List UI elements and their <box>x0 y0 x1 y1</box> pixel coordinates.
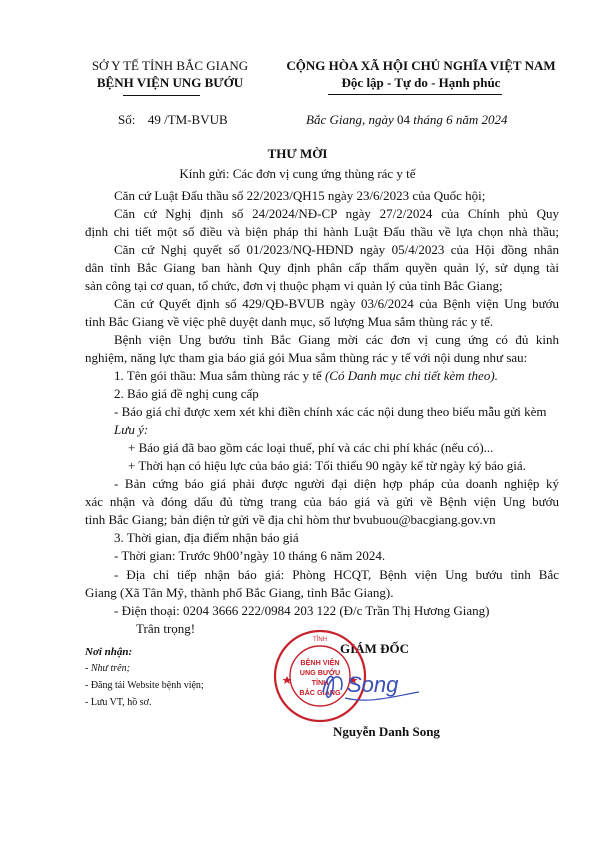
item-1 <box>114 367 498 385</box>
note-label: Lưu ý: <box>114 422 149 437</box>
recipient-item: - Lưu VT, hồ sơ. <box>85 697 152 708</box>
date-place: Bắc Giang, ngày <box>306 112 394 127</box>
signer-title: GIÁM ĐỐC <box>340 641 409 656</box>
paragraph-3a: Căn cứ Nghị quyết số 01/2023/NQ-HĐND ngày 05/4/2023 của Hội đồng nhân <box>114 242 559 257</box>
signature-stroke <box>323 676 342 697</box>
document-date <box>306 112 507 128</box>
nation-underline <box>328 94 502 95</box>
recipient-item: - Đăng tải Website bệnh viện; <box>85 680 204 691</box>
paragraph-1: Căn cứ Luật Đấu thầu số 22/2023/QH15 ngày 23/6/2023 của Quốc hội; <box>114 188 486 203</box>
note-2: + Thời hạn có hiệu lực của báo giá: Tối thiểu 90 ngày kể từ ngày ký báo giá. <box>128 458 526 473</box>
org-line2: BỆNH VIỆN UNG BƯỚU <box>96 75 244 90</box>
item-3: 3. Thời gian, địa điểm nhận báo giá <box>114 530 299 545</box>
item-2b-line3: tỉnh Bắc Giang; bản điện tử gửi về địa chỉ hòm thư bvubuou@bacgiang.gov.vn <box>85 512 496 527</box>
paragraph-4b: tỉnh Bắc Giang về việc phê duyệt danh mục, số lượng Mua sắm thùng rác y tế. <box>85 314 494 329</box>
signature-text: Song <box>347 672 399 697</box>
number-value: 49 <box>147 112 161 127</box>
item-2: 2. Báo giá đề nghị cung cấp <box>114 386 259 401</box>
paragraph-2a: Căn cứ Nghị định số 24/2024/NĐ-CP ngày 27/2/2024 của Chính phủ Quy <box>114 206 559 221</box>
signer-name: Nguyễn Danh Song <box>333 724 440 739</box>
stamp-line-3: TỈNH <box>311 678 329 687</box>
item-1-text: 1. Tên gói thầu: Mua sắm thùng rác y tế <box>114 368 322 383</box>
number-suffix: /TM-BVUB <box>164 112 228 127</box>
item-2a: - Báo giá chỉ được xem xét khi điền chính xác các nội dung theo biểu mẫu gửi kèm <box>114 404 547 419</box>
paragraph-5b: nghiệm, năng lực tham gia báo giá gói Mua sắm thùng rác y tế với nội dung như sau: <box>85 350 528 365</box>
stamp-line-1: BỆNH VIỆN <box>300 658 340 667</box>
item-3c: - Điện thoại: 0204 3666 222/0984 203 122 (Đ/c Trần Thị Hương Giang) <box>114 603 490 618</box>
number-label: Số: <box>118 112 136 127</box>
item-1-note: (Có Danh mục chi tiết kèm theo). <box>324 368 498 383</box>
org-underline <box>123 95 200 96</box>
stamp-line-2: UNG BƯỚU <box>299 668 341 677</box>
paragraph-4a: Căn cứ Quyết định số 429/QĐ-BVUB ngày 03/6/2024 của Bệnh viện Ung bướu <box>114 296 559 311</box>
date-rest: tháng 6 năm 2024 <box>413 112 508 127</box>
item-2b-line2: xác nhận và đóng dấu đủ từng trang của báo giá và gửi về Bệnh viện Ung bướu <box>85 494 559 509</box>
item-3a: - Thời gian: Trước 9h00’ngày 10 tháng 6 năm 2024. <box>114 548 386 563</box>
recipient-item: - Như trên; <box>85 663 130 674</box>
page-title: THƯ MỜI <box>267 146 328 161</box>
recipients-title: Nơi nhận: <box>85 646 133 658</box>
nation-line1: CỘNG HÒA XÃ HỘI CHỦ NGHĨA VIỆT NAM <box>286 58 556 73</box>
recipient-line: Kính gửi: Các đơn vị cung ứng thùng rác y tế <box>179 166 416 181</box>
stamp-line-4: BẮC GIANG <box>299 688 341 697</box>
org-line1: SỞ Y TẾ TỈNH BẮC GIANG <box>91 58 249 73</box>
nation-line2: Độc lập - Tự do - Hạnh phúc <box>341 75 501 90</box>
paragraph-5a: Bệnh viện Ung bướu tỉnh Bắc Giang mời các đơn vị cung ứng có đủ kinh <box>114 332 559 347</box>
closing-line: Trân trọng! <box>136 621 196 636</box>
item-2b-line1: - Bản cứng báo giá phải được người đại diện hợp pháp của doanh nghiệp ký <box>114 476 559 491</box>
note-1: + Báo giá đã bao gồm các loại thuế, phí và các chi phí khác (nếu có)... <box>128 440 494 455</box>
stamp-ring-top: TỈNH <box>313 637 327 643</box>
item-3b-line1: - Địa chỉ tiếp nhận báo giá: Phòng HCQT, Bệnh viện Ung bướu tỉnh Bắc <box>114 567 559 582</box>
signature <box>315 662 425 708</box>
paragraph-2b: định chi tiết một số điều và biện pháp thi hành Luật Đấu thầu về lựa chọn nhà thầu; <box>85 224 559 239</box>
paragraph-3c: sản công tại cơ quan, tổ chức, đơn vị thuộc phạm vi quản lý của tỉnh Bắc Giang; <box>85 278 503 293</box>
paragraph-3b: dân tỉnh Bắc Giang ban hành Quy định phân cấp thẩm quyền quản lý, sử dụng tài <box>85 260 559 275</box>
date-day: 04 <box>396 112 410 127</box>
item-3b-line2: Giang (Xã Tân Mỹ, thành phố Bắc Giang, tỉnh Bắc Giang). <box>85 585 394 600</box>
document-number <box>118 112 228 128</box>
